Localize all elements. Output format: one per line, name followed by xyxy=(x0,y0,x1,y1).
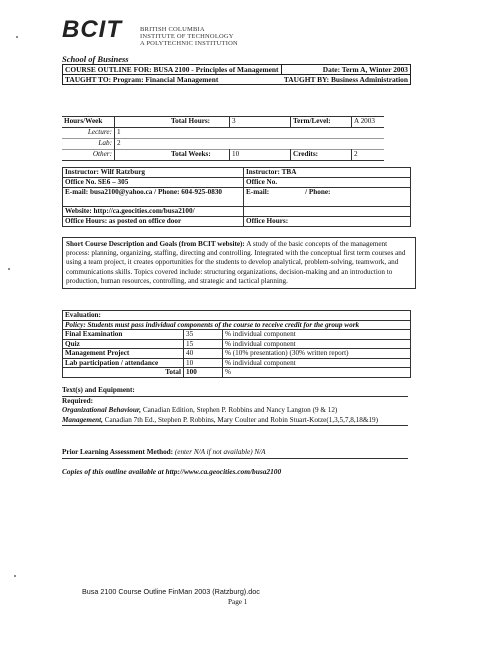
evaluation-label: Evaluation: xyxy=(63,311,411,321)
textbook-1: Organizational Behaviour, Canadian Edition, Stephen P. Robbins and Nancy Langton (9 & 12) xyxy=(62,406,338,414)
evaluation-row: Management Project 40 % (10% presentation) (30% written report) xyxy=(63,349,411,359)
texts-required: Required: xyxy=(62,396,94,405)
instructor-table xyxy=(62,167,411,227)
instructor-2-office-hours: Office Hours: xyxy=(244,217,411,227)
term-level-label: Term/Level: xyxy=(291,117,352,128)
instructor-1-office-hours: Office Hours: as posted on office door xyxy=(63,217,244,227)
credits-value: 2 xyxy=(352,150,385,161)
evaluation-total-row: Total 100 % xyxy=(63,368,411,378)
hours-table xyxy=(62,116,384,161)
scan-speck xyxy=(8,268,10,270)
course-date: Date: Term A, Winter 2003 xyxy=(322,65,408,74)
total-weeks-value: 10 xyxy=(230,150,291,161)
total-hours-label: Total Hours: xyxy=(171,117,211,125)
total-weeks-label: Total Weeks: xyxy=(171,150,211,158)
copies-note: Copies of this outline available at http://www.ca.geocities.com/busa2100 xyxy=(62,467,282,476)
texts-section xyxy=(62,386,408,426)
description-label: Short Course Description and Goals (from BCIT website): xyxy=(66,240,245,248)
instructor-2-website xyxy=(244,207,411,217)
bcit-logo: BCIT xyxy=(62,16,122,43)
evaluation-table xyxy=(62,310,411,378)
instructor-1-website: Website: http://ca.geocities.com/busa2100/ xyxy=(63,207,244,217)
instructor-1-office: Office No. SE6 – 305 xyxy=(63,178,244,188)
footer-page: Page 1 xyxy=(228,598,248,606)
evaluation-row: Lab participation / attendance 10 % individual component xyxy=(63,358,411,368)
lecture-label: Lecture: xyxy=(87,128,112,136)
evaluation-row: Quiz 15 % individual component xyxy=(63,339,411,349)
evaluation-policy: Policy: Students must pass individual components of the course to receive credit for the group work xyxy=(63,320,411,330)
lecture-value: 1 xyxy=(115,128,170,139)
lab-label: Lab: xyxy=(98,139,112,147)
description-text: A study of the basic concepts of the management process: planning, organizing, staffing, directing and controlling. Integrated with the conceptual first term courses and using a team project, it creates opportunities for the students to develop analytical, problem-solving, teamwork, and communications skills. Topics covered include: structuring organizations, decision-making and an introduction to production, human resources, controlling, and strategic and tactical planning. xyxy=(66,240,406,285)
evaluation-row: Final Examination 35 % individual component xyxy=(63,330,411,340)
prior-learning: Prior Learning Assessment Method: (enter N/A if not available) N/A xyxy=(62,448,408,459)
instructor-1-email: E-mail: busa2100@yahoo.ca / Phone: 604-925-0830 xyxy=(63,188,244,207)
total-hours-value: 3 xyxy=(230,117,291,128)
credits-label: Credits: xyxy=(291,150,352,161)
instructor-2-email: E-mail: / Phone: xyxy=(244,188,411,207)
logo-tagline: BRITISH COLUMBIA INSTITUTE OF TECHNOLOGY A POLYTECHNIC INSTITUTION xyxy=(140,26,238,47)
footer-filename: Busa 2100 Course Outline FinMan 2003 (Ratzburg).doc xyxy=(82,587,260,596)
scan-speck xyxy=(16,36,18,38)
hours-week-label: Hours/Week xyxy=(64,117,103,125)
instructor-2-office: Office No. xyxy=(244,178,411,188)
texts-label: Text(s) and Equipment: xyxy=(62,386,408,397)
other-label: Other: xyxy=(92,150,112,158)
textbook-2: Management, Canadian 7th Ed., Stephen P. Robbins, Mary Coulter and Robin Stuart-Kotze(1,3,5,7,8,18&19) xyxy=(62,416,408,427)
term-level-value: A 2003 xyxy=(352,117,385,128)
course-header xyxy=(62,64,411,85)
course-outline-title: COURSE OUTLINE FOR: BUSA 2100 - Principles of Management xyxy=(63,65,282,75)
scan-speck xyxy=(14,575,16,577)
instructor-1-name: Instructor: Wilf Ratzburg xyxy=(63,168,244,178)
taught-to: TAUGHT TO: Program: Financial Management xyxy=(65,75,219,84)
lab-value: 2 xyxy=(115,139,170,150)
school-name: School of Business xyxy=(62,54,129,64)
course-description xyxy=(62,237,416,289)
instructor-2-name: Instructor: TBA xyxy=(244,168,411,178)
taught-by: TAUGHT BY: Business Administration xyxy=(283,75,408,84)
